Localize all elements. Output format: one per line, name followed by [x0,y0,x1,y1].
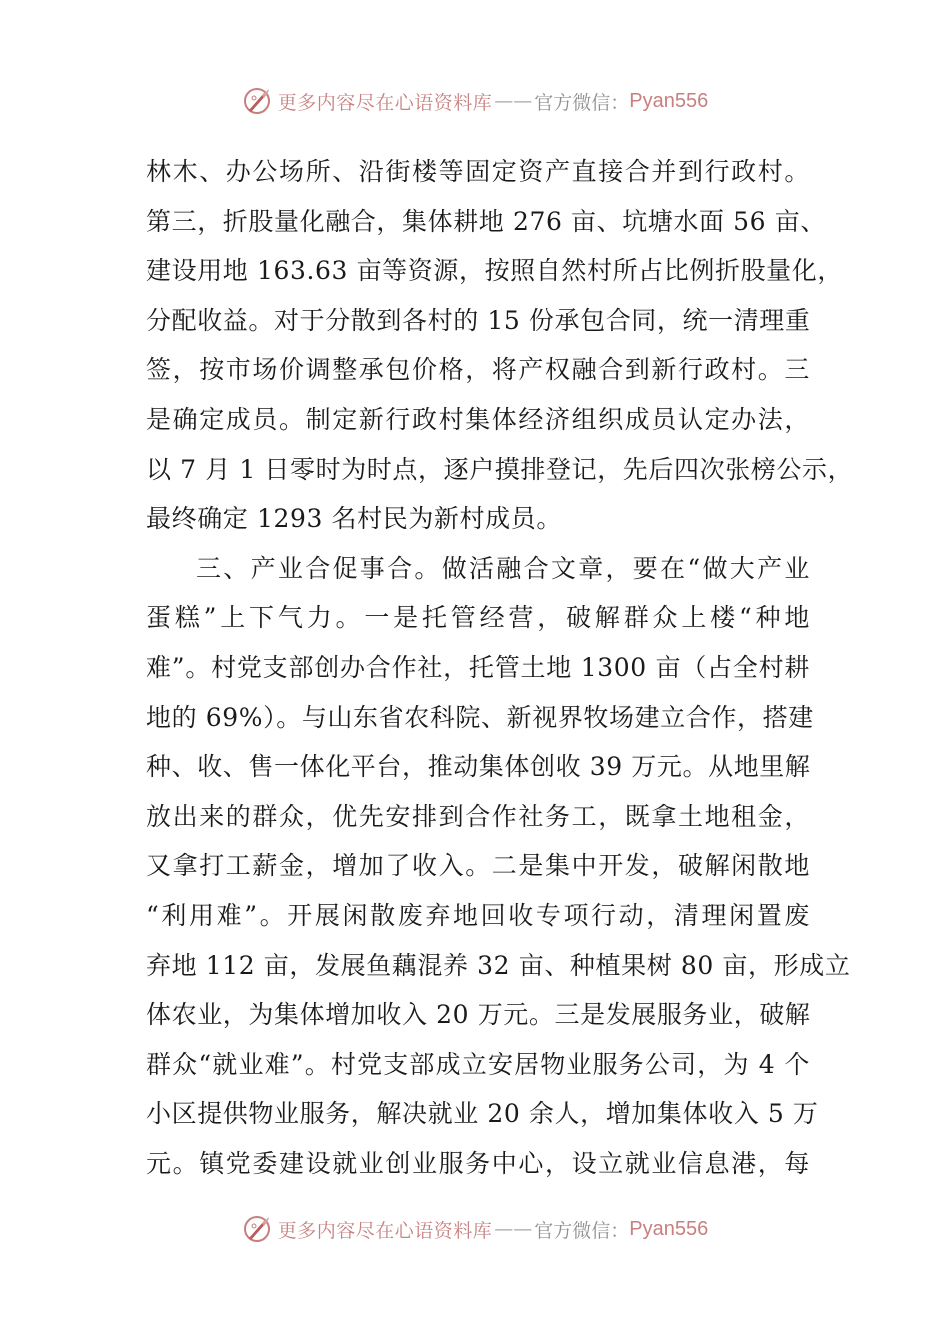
quill-pen-logo-icon [242,1214,272,1244]
quill-pen-logo-icon [242,86,272,116]
text-line: 林木、办公场所、沿街楼等固定资产直接合并到行政村。 [146,157,810,186]
text-line: 元。镇党委建设就业创业服务中心，设立就业信息港，每 [146,1148,810,1178]
text-line: 难”。村党支部创办合作社，托管土地 1300 亩（占全村耕 [146,652,810,682]
text-line: 最终确定 1293 名村民为新村成员。 [146,504,562,534]
brand-dash: —— [494,90,533,112]
text-line: 又拿打工薪金，增加了收入。二是集中开发，破解闲散地 [146,851,810,881]
wechat-label: 官方微信： [534,1219,630,1242]
text-line: 分配收益。对于分散到各村的 15 份承包合同，统一清理重 [146,305,811,335]
header-watermark-banner [0,84,950,118]
text-line: 建设用地 163.63 亩等资源，按照自然村所占比例折股量化， [146,256,843,286]
brand-text: 更多内容尽在心语资料库 [277,1219,493,1242]
brand-text: 更多内容尽在心语资料库 [277,91,493,114]
text-line: 地的 69%）。与山东省农科院、新视界牧场建立合作，搭建 [146,702,814,732]
text-line: 弃地 112 亩，发展鱼藕混养 32 亩、种植果树 80 亩，形成立 [146,950,851,980]
text-line: 签，按市场价调整承包价格，将产权融合到新行政村。三 [146,355,810,385]
text-line: 蛋糕”上下气力。一是托管经营，破解群众上楼“种地 [146,603,810,633]
text-line: 种、收、售一体化平台，推动集体创收 39 万元。从地里解 [146,752,811,782]
text-line: 是确定成员。制定新行政村集体经济组织成员认定办法， [146,404,810,434]
brand-dash: —— [494,1218,533,1240]
wechat-label: 官方微信： [534,91,630,114]
wechat-id: Pyan556 [629,89,709,112]
text-line: 以 7 月 1 日零时为时点，逐户摸排登记，先后四次张榜公示， [146,454,854,484]
text-line: 放出来的群众，优先安排到合作社务工，既拿土地租金， [146,801,810,831]
text-line: 群众“就业难”。村党支部成立安居物业服务公司，为 4 个 [146,1049,810,1079]
wechat-id: Pyan556 [629,1217,709,1240]
text-line: “利用难”。开展闲散废弃地回收专项行动，清理闲置废 [146,900,810,930]
text-line: 小区提供物业服务，解决就业 20 余人，增加集体收入 5 万 [146,1099,819,1129]
text-line: 体农业，为集体增加收入 20 万元。三是发展服务业，破解 [146,1000,811,1030]
section-heading-line: 三、产业合促事合。做活融合文章，要在“做大产业 [196,553,810,583]
footer-watermark-banner [0,1212,950,1246]
text-line: 第三，折股量化融合，集体耕地 276 亩、坑塘水面 56 亩、 [146,206,826,236]
document-body [146,147,854,1188]
